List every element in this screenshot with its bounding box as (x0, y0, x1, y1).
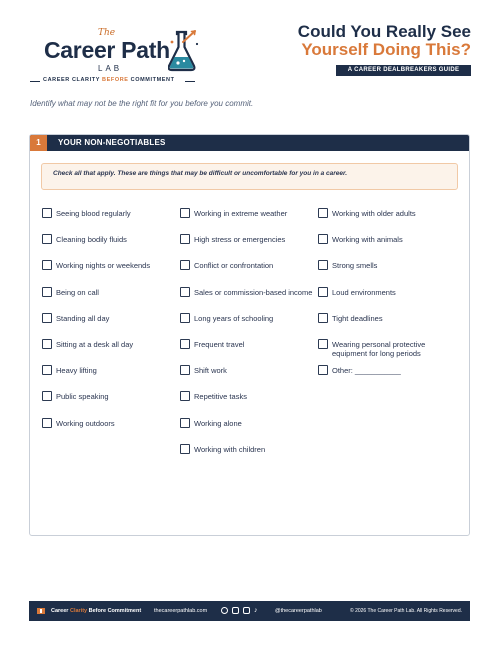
checkbox[interactable] (42, 287, 52, 297)
checkbox[interactable] (42, 234, 52, 244)
footer-bar (29, 601, 470, 621)
checklist-label: Seeing blood regularly (56, 209, 131, 218)
checklist-item-other[interactable] (318, 365, 458, 391)
checkbox[interactable] (42, 391, 52, 401)
checklist-label: Sitting at a desk all day (56, 339, 134, 349)
checkbox[interactable] (180, 391, 190, 401)
checkbox[interactable] (42, 313, 52, 323)
checklist-item[interactable] (318, 287, 458, 313)
checklist-item[interactable] (180, 208, 320, 234)
checklist-label: Working in extreme weather (194, 209, 288, 218)
checklist-column-1 (42, 208, 182, 444)
footer-website-link[interactable]: thecareerpathlab.com (154, 608, 208, 614)
checklist-label: Being on call (56, 287, 99, 297)
checklist-item[interactable] (180, 339, 320, 365)
youtube-icon[interactable] (232, 607, 239, 614)
checkbox[interactable] (318, 287, 328, 297)
checkbox[interactable] (318, 313, 328, 323)
checklist-label: Working with children (194, 444, 266, 454)
checklist-item[interactable] (318, 234, 458, 260)
checklist-item[interactable] (180, 234, 320, 260)
checkbox[interactable] (42, 208, 52, 218)
tiktok-icon[interactable]: ♪ (254, 607, 258, 614)
non-negotiables-section (29, 134, 470, 536)
instagram-icon[interactable] (243, 607, 250, 614)
checkbox[interactable] (180, 260, 190, 270)
checklist-label: Cleaning bodily fluids (56, 235, 127, 245)
checklist-label: Working nights or weekends (56, 261, 151, 271)
checklist-label: Shift work (194, 366, 227, 376)
footer-brand: Career Clarity Before Commitment (51, 608, 142, 614)
checklist-label: Sales or commission-based income (194, 287, 313, 297)
logo-the: The (98, 28, 116, 38)
checkbox[interactable] (318, 260, 328, 270)
checkbox[interactable] (318, 339, 328, 349)
checklist-item[interactable] (180, 391, 320, 417)
checkbox[interactable] (180, 444, 190, 454)
checklist-item[interactable] (42, 339, 182, 365)
checkbox[interactable] (42, 365, 52, 375)
footer-copyright: © 2026 The Career Path Lab. All Rights Reserved. (350, 608, 462, 614)
checklist-item[interactable] (180, 444, 320, 470)
checklist-item[interactable] (180, 313, 320, 339)
checklist-label: Conflict or confrontation (194, 261, 274, 271)
checklist-label: Other: ___________ (332, 366, 401, 376)
logo-tagline: CAREER CLARITY BEFORE COMMITMENT (43, 77, 175, 83)
checklist-item[interactable] (318, 208, 458, 234)
checkbox[interactable] (180, 418, 190, 428)
section-title: YOUR NON-NEGOTIABLES (58, 138, 166, 147)
checklist-label: Heavy lifting (56, 366, 97, 376)
page-title-line2: Yourself Doing This? (301, 40, 471, 59)
checklist-label: Public speaking (56, 392, 109, 402)
logo-name: Career Path (44, 37, 170, 63)
globe-icon[interactable] (221, 607, 228, 614)
checklist-item[interactable] (42, 208, 182, 234)
checklist-item[interactable] (318, 260, 458, 286)
checklist-item[interactable] (42, 418, 182, 444)
checklist-label: Working with animals (332, 235, 403, 245)
checklist-item[interactable] (42, 287, 182, 313)
checklist-item[interactable] (42, 234, 182, 260)
checkbox[interactable] (318, 234, 328, 244)
checkbox[interactable] (180, 365, 190, 375)
checklist-label: Working with older adults (332, 209, 416, 218)
checklist-label: Strong smells (332, 261, 378, 271)
checklist-item[interactable] (318, 313, 458, 339)
checklist-column-2 (180, 208, 320, 470)
checkbox[interactable] (42, 260, 52, 270)
checkbox[interactable] (180, 208, 190, 218)
checkbox[interactable] (180, 234, 190, 244)
section-number: 1 (30, 135, 47, 151)
checklist-label: Long years of schooling (194, 313, 274, 323)
social-icons (221, 607, 258, 615)
checklist-item[interactable] (180, 260, 320, 286)
checklist-label: Tight deadlines (332, 313, 383, 323)
checklist-label: Working alone (194, 418, 242, 428)
checklist-item[interactable] (318, 339, 458, 365)
checklist-label: Working outdoors (56, 418, 115, 428)
checkbox[interactable] (42, 418, 52, 428)
footer-handle[interactable]: @thecareerpathlab (275, 608, 322, 614)
checkbox[interactable] (180, 313, 190, 323)
checkbox[interactable] (318, 365, 328, 375)
checklist-label: Repetitive tasks (194, 392, 247, 402)
logo-tagline-row (30, 77, 195, 87)
brand-logo (30, 28, 195, 88)
checklist-item[interactable] (180, 365, 320, 391)
section-header (30, 135, 469, 151)
checklist-label: High stress or emergencies (194, 235, 286, 245)
instruction-note: Check all that apply. These are things that may be difficult or uncomfortable for you in a career. (41, 163, 458, 190)
checkbox[interactable] (180, 287, 190, 297)
checkbox[interactable] (318, 208, 328, 218)
checklist-item[interactable] (180, 287, 320, 313)
checklist-label: Wearing personal protective equipment for long periods (332, 339, 426, 358)
checklist-column-3 (318, 208, 458, 391)
checkbox[interactable] (42, 339, 52, 349)
checklist-item[interactable] (42, 260, 182, 286)
checklist-item[interactable] (42, 365, 182, 391)
checklist-item[interactable] (42, 313, 182, 339)
checklist-label: Frequent travel (194, 339, 245, 349)
page-title-line1: Could You Really See (297, 22, 471, 41)
logo-lab: LAB (98, 64, 123, 73)
flask-mini-icon (37, 608, 45, 614)
guide-badge: A CAREER DEALBREAKERS GUIDE (336, 65, 471, 76)
checklist-label: Loud environments (332, 287, 396, 297)
tagline-rule-left (30, 81, 40, 82)
checklist-item[interactable] (42, 391, 182, 417)
checkbox[interactable] (180, 339, 190, 349)
checklist-label: Standing all day (56, 313, 110, 323)
tagline-rule-right (185, 81, 195, 82)
checklist-item[interactable] (180, 418, 320, 444)
intro-text: Identify what may not be the right fit for you before you commit. (30, 99, 254, 108)
flask-icon (168, 30, 200, 74)
